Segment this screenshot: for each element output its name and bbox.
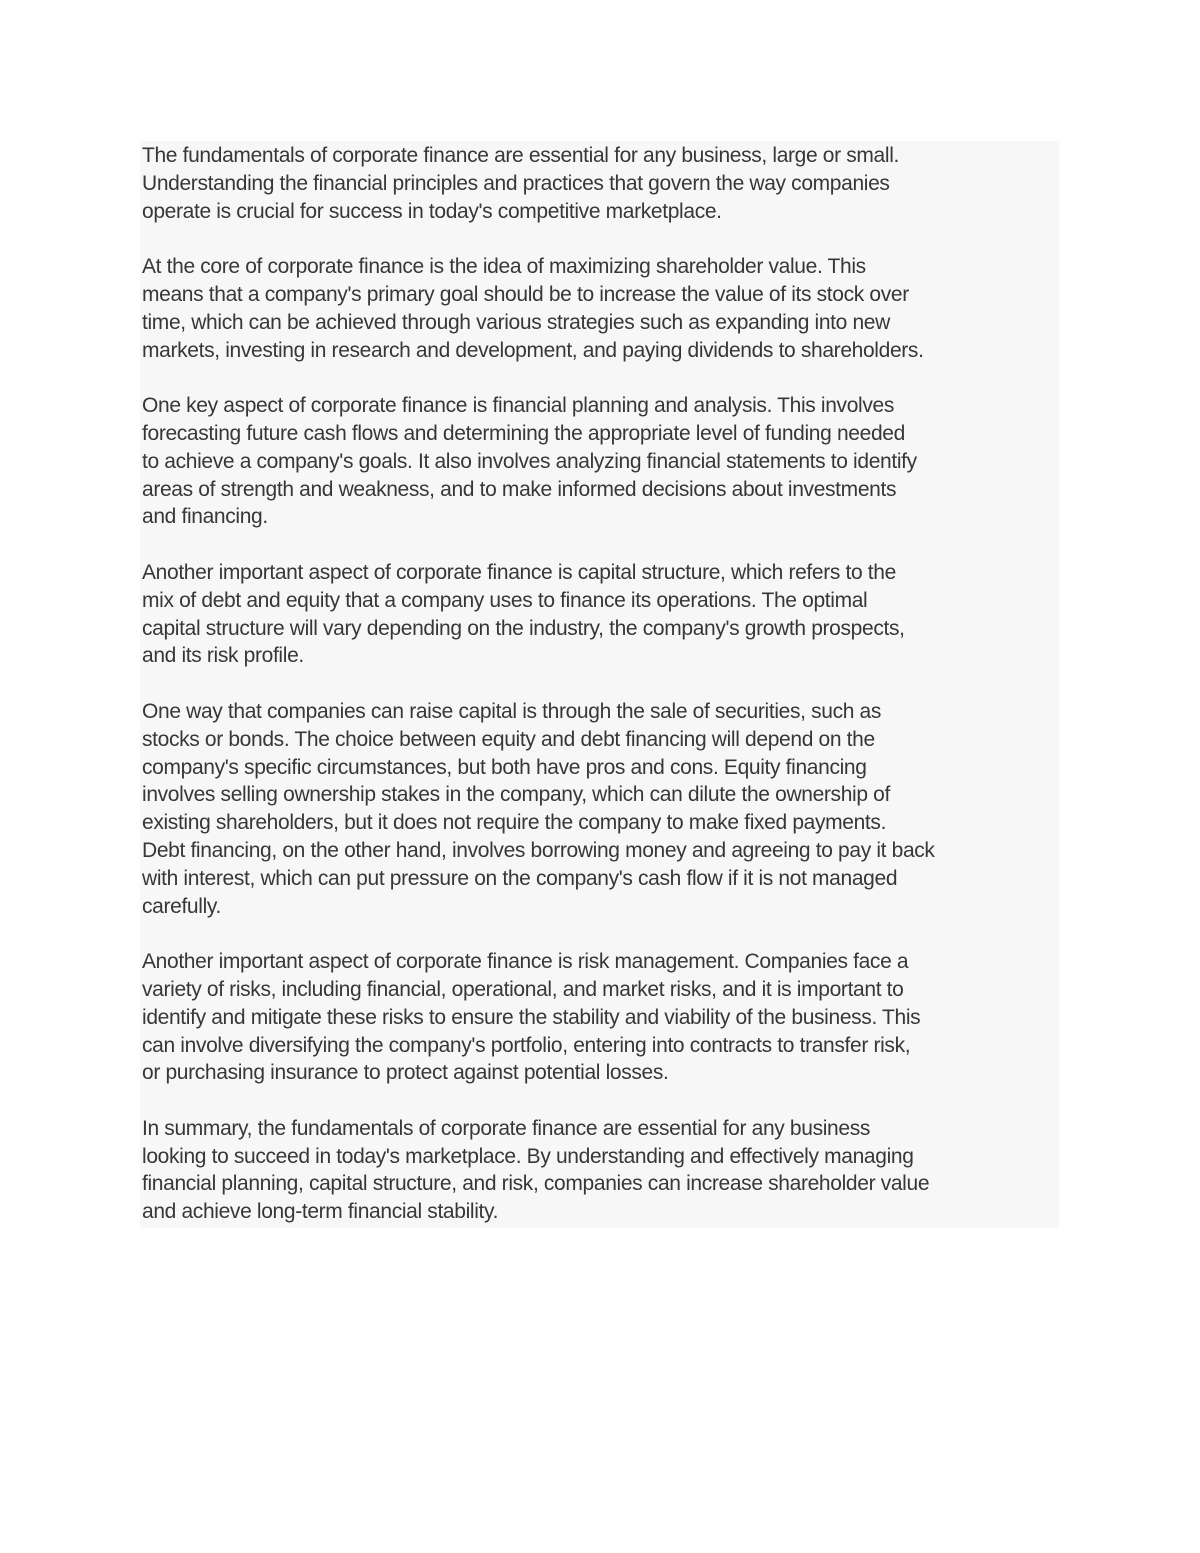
text-line: and achieve long-term financial stability. [142, 1200, 499, 1224]
text-line: means that a company's primary goal should be to increase the value of its stock over [142, 282, 909, 306]
text-line: stocks or bonds. The choice between equity and debt financing will depend on the [142, 727, 875, 751]
text-line: capital structure will vary depending on the industry, the company's growth prospects, [142, 616, 905, 640]
text-line: time, which can be achieved through various strategies such as expanding into new [142, 310, 890, 334]
text-line: carefully. [142, 894, 221, 918]
text-line: looking to succeed in today's marketplace. By understanding and effectively managing [142, 1144, 914, 1168]
paragraph-raising-capital [142, 698, 1059, 920]
text-line: areas of strength and weakness, and to make informed decisions about investments [142, 477, 897, 501]
text-line: and financing. [142, 505, 268, 529]
text-line: variety of risks, including financial, operational, and market risks, and it is important to [142, 977, 904, 1001]
paragraph-intro [142, 142, 1059, 225]
text-line: The fundamentals of corporate finance are essential for any business, large or small. [142, 144, 900, 167]
text-line: existing shareholders, but it does not require the company to make fixed payments. [142, 811, 887, 835]
text-line: Understanding the financial principles and practices that govern the way companies [142, 171, 890, 195]
paragraph-risk-management [142, 948, 1059, 1087]
paragraph-shareholder-value [142, 253, 1059, 364]
text-line: markets, investing in research and development, and paying dividends to shareholders. [142, 338, 924, 362]
text-line: One key aspect of corporate finance is financial planning and analysis. This involves [142, 394, 894, 418]
paragraph-capital-structure [142, 559, 1059, 670]
text-line: or purchasing insurance to protect against potential losses. [142, 1061, 669, 1085]
text-line: identify and mitigate these risks to ensure the stability and viability of the business. This [142, 1005, 921, 1029]
text-line: forecasting future cash flows and determining the appropriate level of funding needed [142, 421, 905, 445]
text-line: company's specific circumstances, but both have pros and cons. Equity financing [142, 755, 867, 779]
text-line: and its risk profile. [142, 644, 304, 668]
paragraph-summary [142, 1115, 1059, 1226]
text-block [140, 141, 1059, 1228]
text-line: mix of debt and equity that a company uses to finance its operations. The optimal [142, 588, 868, 612]
text-line: Another important aspect of corporate finance is capital structure, which refers to the [142, 560, 896, 584]
text-line: Debt financing, on the other hand, involves borrowing money and agreeing to pay it back [142, 838, 935, 862]
text-line: involves selling ownership stakes in the company, which can dilute the ownership of [142, 783, 890, 807]
text-line: At the core of corporate finance is the idea of maximizing shareholder value. This [142, 255, 866, 279]
text-line: One way that companies can raise capital is through the sale of securities, such as [142, 699, 882, 723]
text-line: to achieve a company's goals. It also involves analyzing financial statements to identify [142, 449, 917, 473]
text-line: In summary, the fundamentals of corporate finance are essential for any business [142, 1116, 871, 1140]
text-line: with interest, which can put pressure on the company's cash flow if it is not managed [142, 866, 898, 890]
paragraph-financial-planning [142, 392, 1059, 531]
text-line: operate is crucial for success in today's competitive marketplace. [142, 199, 722, 223]
text-line: can involve diversifying the company's portfolio, entering into contracts to transfer risk, [142, 1033, 911, 1057]
text-line: financial planning, capital structure, and risk, companies can increase shareholder value [142, 1172, 930, 1196]
text-line: Another important aspect of corporate finance is risk management. Companies face a [142, 950, 909, 974]
